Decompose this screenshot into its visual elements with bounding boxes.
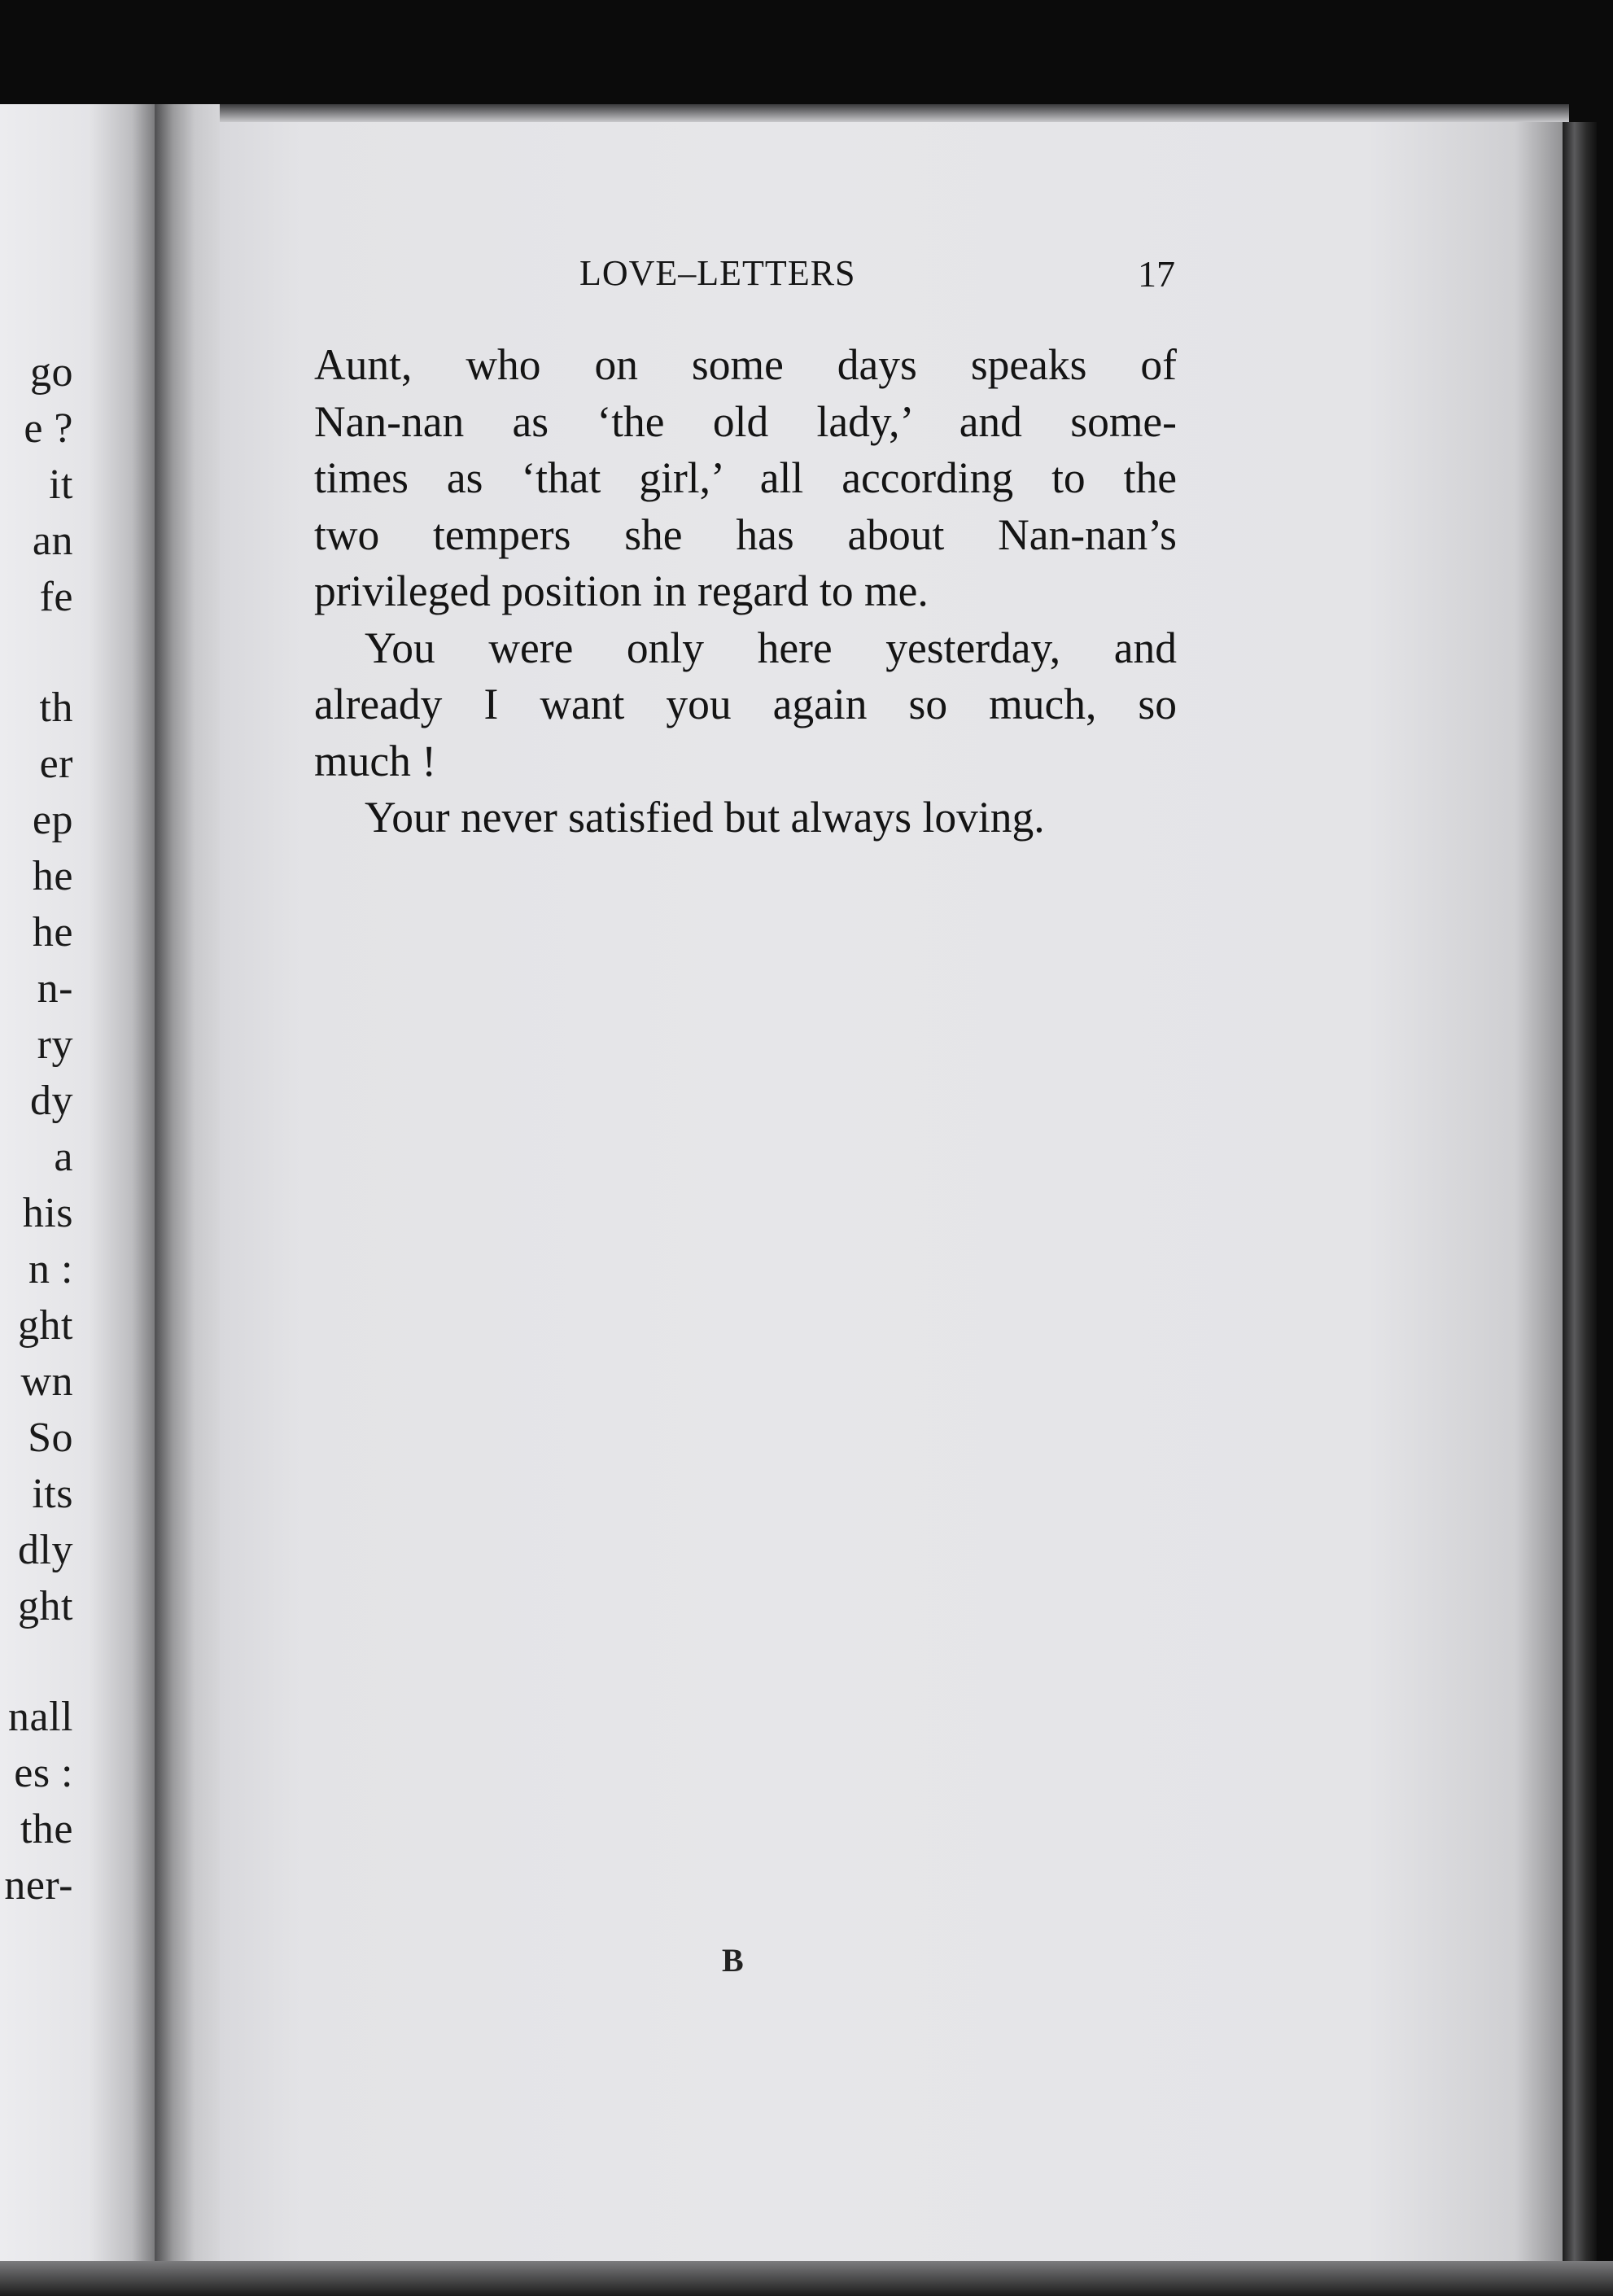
previous-page	[0, 104, 161, 2271]
left-fragment: a	[54, 1134, 73, 1180]
text-line: already I want you again so much, so	[314, 680, 1177, 728]
left-fragment: nall	[8, 1694, 73, 1740]
body-text	[314, 337, 1177, 846]
text-line: Nan-nan as ‘the old lady,’ and some-	[314, 396, 1177, 446]
running-head: LOVE–LETTERS	[579, 253, 856, 293]
left-fragment: ep	[32, 797, 73, 843]
left-fragment: it	[49, 461, 73, 508]
page-edge	[1563, 122, 1597, 2271]
text-line: times as ‘that girl,’ all according to the	[314, 453, 1177, 502]
page-number: 17	[1138, 253, 1175, 295]
signature-mark: B	[722, 1942, 744, 1979]
left-fragment: es :	[14, 1750, 73, 1796]
left-fragment: an	[32, 518, 73, 564]
text-line: Aunt, who on some days speaks of	[314, 340, 1177, 389]
left-fragment: he	[32, 909, 73, 956]
left-fragment: n :	[28, 1246, 73, 1292]
left-fragment: go	[30, 349, 73, 396]
left-fragment: n-	[37, 965, 73, 1012]
text-line: Your never satisfied but always loving.	[365, 793, 1045, 842]
left-fragment: his	[22, 1190, 73, 1236]
left-fragment: its	[32, 1471, 73, 1517]
left-fragment: the	[20, 1806, 73, 1852]
text-line: You were only here yesterday, and	[365, 623, 1177, 672]
left-fragment: th	[39, 684, 73, 731]
left-fragment: ry	[37, 1021, 73, 1068]
book-gutter	[155, 104, 228, 2271]
left-fragment: fe	[39, 574, 73, 620]
left-fragment: dy	[30, 1078, 73, 1124]
paragraph	[314, 620, 1177, 790]
left-fragment: he	[32, 853, 73, 899]
left-fragment: er	[39, 741, 73, 787]
page-bottom-shadow	[0, 2261, 1613, 2296]
left-fragment: ght	[18, 1302, 73, 1349]
page-top-shadow	[220, 104, 1569, 122]
text-line: much !	[314, 736, 437, 785]
left-fragment: ner-	[4, 1862, 73, 1909]
left-fragment: e ?	[24, 405, 73, 452]
left-fragment: wn	[20, 1358, 73, 1405]
text-line: privileged position in regard to me.	[314, 566, 929, 615]
paragraph	[314, 789, 1177, 846]
left-fragment: ght	[18, 1583, 73, 1629]
left-fragment: So	[28, 1415, 73, 1461]
left-fragment: dly	[18, 1527, 73, 1573]
paragraph	[314, 337, 1177, 620]
text-line: two tempers she has about Nan-nan’s	[314, 509, 1177, 559]
